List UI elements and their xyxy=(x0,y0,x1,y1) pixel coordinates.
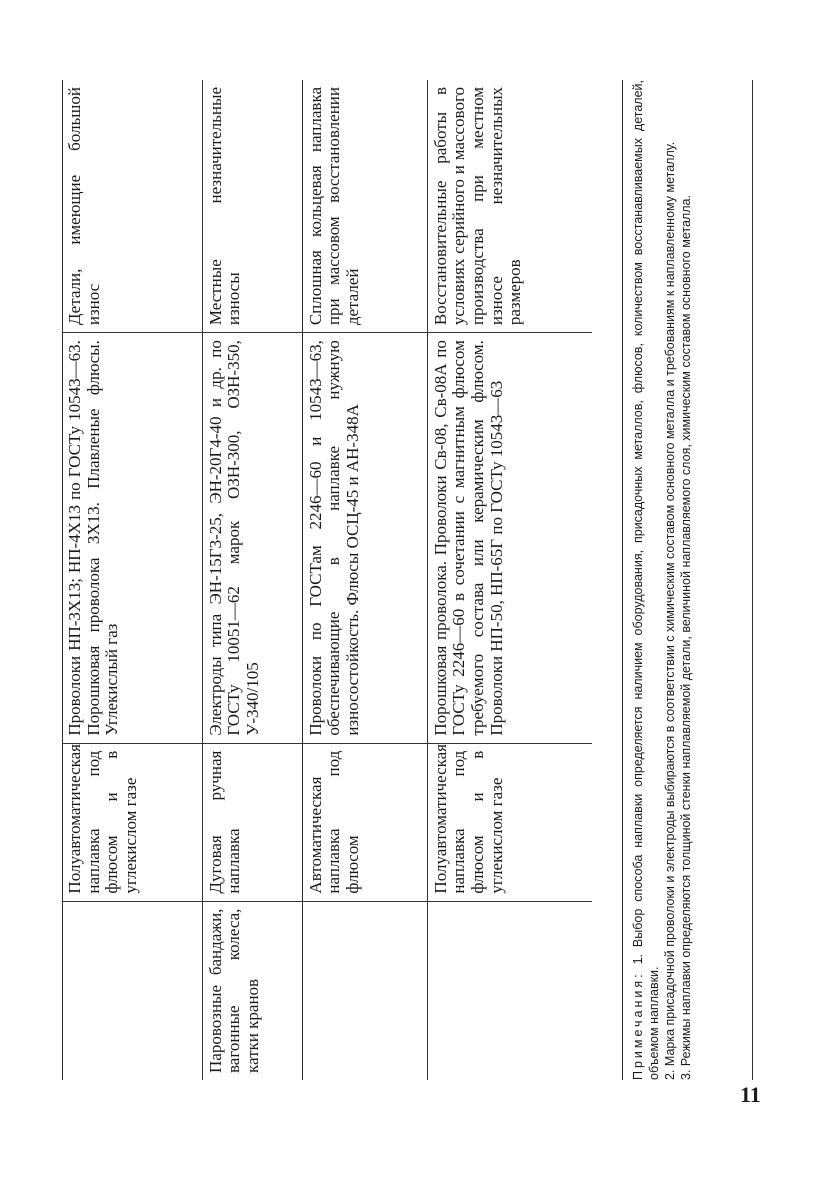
table-row xyxy=(427,80,592,1080)
materials-cell: Проволоки по ГОСТам 2246—60 и 10543—63, обеспечивающие в наплавке нужную износостойкость. Флюсы ОСЦ-45 и АН-348А xyxy=(302,333,427,744)
purpose-cell: Сплошная кольцевая наплавка при массовом восстановлении деталей xyxy=(302,80,427,333)
method-cell: Дуговая ручная наплавка xyxy=(202,743,302,901)
materials-cell: Проволоки НП-3Х13; НП-4Х13 по ГОСТу 10543—63. Порошковая проволока 3Х13. Плавленые флюсы. Углекислый газ xyxy=(62,333,202,744)
notes-heading: Примечания: xyxy=(631,971,645,1080)
note-item xyxy=(662,80,678,1080)
method-cell: Автоматическая наплавка под флюсом xyxy=(302,743,427,901)
note-item xyxy=(630,80,662,1080)
part-cell xyxy=(62,901,202,1080)
method-cell: Полуавтоматическая наплавка под флюсом и в углекислом газе xyxy=(62,743,202,901)
note-text: 1. Выбор способа наплавки определяется наличием оборудования, присадочных металлов, флюсов, количеством восстанавливаемых деталей, объемом наплавки. xyxy=(631,80,661,1080)
purpose-cell: Местные незначительные износы xyxy=(202,80,302,333)
part-cell xyxy=(302,901,427,1080)
notes-section xyxy=(630,80,694,1080)
part-cell: Паровозные бандажи, вагонные колеса, катки кранов xyxy=(202,901,302,1080)
welding-methods-table xyxy=(62,80,592,1080)
purpose-cell: Восстановительные работы в условиях серийного и массового производства при местном износе незначительных размеров xyxy=(427,80,592,333)
table-row xyxy=(202,80,302,1080)
rotated-page-content xyxy=(62,80,762,1080)
table-row xyxy=(302,80,427,1080)
notes-rule xyxy=(622,80,623,1080)
table-row xyxy=(62,80,202,1080)
purpose-cell: Детали, имеющие большой износ xyxy=(62,80,202,333)
bottom-rule xyxy=(752,80,753,1080)
materials-cell: Порошковая проволока. Проволоки Св-08, Св-08А по ГОСТу 2246—60 в сочетании с магнитным флюсом требуемого состава или керамическим флюсом. Проволоки НП-50, НП-65Г по ГОСТу 10543—63 xyxy=(427,333,592,744)
note-text: 2. Марка присадочной проволоки и электроды выбираются в соответствии с химическим составом основного металла и требованиям к наплавленному металлу. xyxy=(663,141,677,1080)
materials-cell: Электроды типа ЭН-15Г3-25, ЭН-20Г4-40 и др. по ГОСТу 10051—62 марок ОЗН-300, ОЗН-350, У-340/105 xyxy=(202,333,302,744)
method-cell: Полуавтоматическая наплавка под флюсом и в углекислом газе xyxy=(427,743,592,901)
note-text: 3. Режимы наплавки определяются толщиной стенки наплавляемой детали, величиной наплавляемого слоя, химическим составом основного металла. xyxy=(679,195,693,1080)
page-number: 11 xyxy=(740,1082,761,1107)
part-cell xyxy=(427,901,592,1080)
note-item xyxy=(678,80,694,1080)
